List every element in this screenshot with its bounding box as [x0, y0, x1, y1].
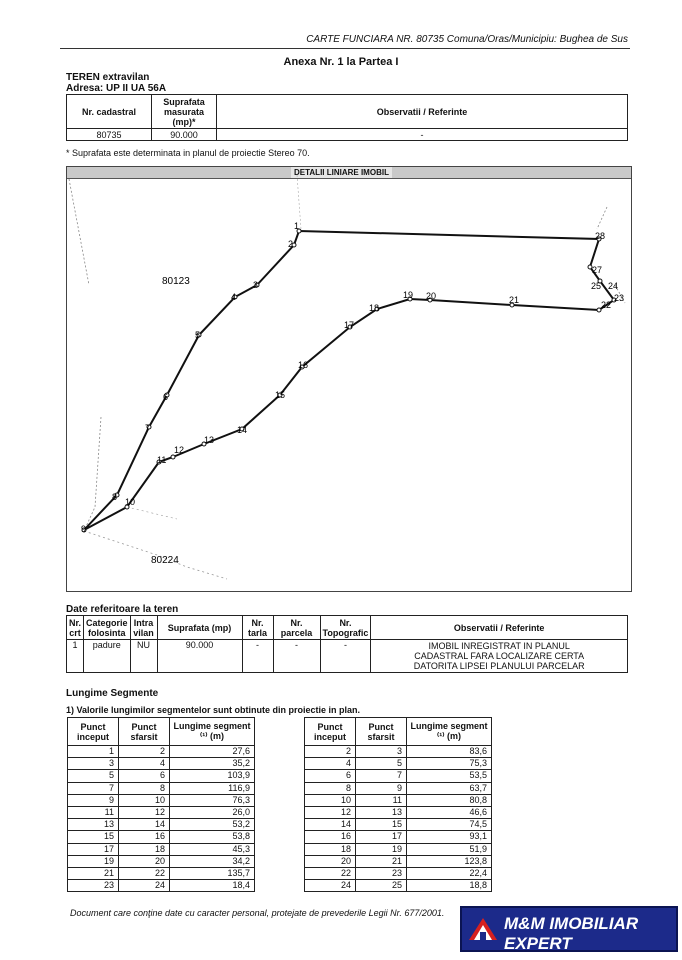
vertex-label: 13 — [204, 435, 215, 445]
vertex-label: 8 — [112, 492, 118, 502]
date-teren-table — [66, 615, 628, 673]
plot-map — [66, 166, 632, 592]
th-intravilan: Intra vilan — [130, 616, 157, 640]
cell-punct-sfarsit: 16 — [119, 831, 170, 843]
cell-punct-sfarsit: 22 — [119, 867, 170, 879]
segment-table-left — [67, 717, 255, 892]
company-logo — [460, 906, 678, 952]
table-row — [305, 794, 492, 806]
table-row — [305, 746, 492, 758]
table-row — [305, 819, 492, 831]
cell-tarla: - — [242, 640, 273, 673]
cell-lungime-segment: 83,6 — [407, 746, 492, 758]
table-row — [68, 770, 255, 782]
cell-punct-inceput: 14 — [305, 819, 356, 831]
cell-punct-sfarsit: 14 — [119, 819, 170, 831]
cell-observatii: - — [217, 129, 628, 141]
vertex-label: 15 — [275, 390, 286, 400]
cell-lungime-segment: 93,1 — [407, 831, 492, 843]
th-nr-cadastral: Nr. cadastral — [67, 95, 152, 129]
cell-categorie: padure — [84, 640, 131, 673]
cell-punct-inceput: 20 — [305, 855, 356, 867]
th-punct-inceput: Punct inceput — [68, 718, 119, 746]
cell-lungime-segment: 26,0 — [170, 806, 255, 818]
table-row — [68, 746, 255, 758]
cell-punct-sfarsit: 17 — [356, 831, 407, 843]
table-row — [68, 843, 255, 855]
cell-punct-inceput: 22 — [305, 867, 356, 879]
cell-punct-sfarsit: 4 — [119, 758, 170, 770]
cell-punct-inceput: 17 — [68, 843, 119, 855]
cell-lungime-segment: 75,3 — [407, 758, 492, 770]
cell-punct-sfarsit: 10 — [119, 794, 170, 806]
segment-rows-right — [305, 746, 492, 892]
table-row — [68, 794, 255, 806]
table-row — [68, 880, 255, 892]
th-categorie: Categorie folosinta — [84, 616, 131, 640]
th-parcela: Nr. parcela — [273, 616, 320, 640]
vertex-label: 19 — [403, 290, 414, 300]
observatii-line: CADASTRAL FARA LOCALIZARE CERTA — [414, 651, 585, 661]
th-suprafata-mp: Suprafata (mp) — [157, 616, 242, 640]
page-title: Anexa Nr. 1 la Partea I — [283, 56, 399, 68]
map-title: DETALII LINIARE IMOBIL — [291, 167, 392, 178]
parcel-vertices — [82, 229, 619, 532]
cell-punct-sfarsit: 19 — [356, 843, 407, 855]
table-row — [305, 867, 492, 879]
table-row — [305, 831, 492, 843]
cell-punct-inceput: 8 — [305, 782, 356, 794]
cell-parcela: - — [273, 640, 320, 673]
th-punct-sfarsit: Punct sfarsit — [119, 718, 170, 746]
observatii-line: IMOBIL INREGISTRAT IN PLANUL — [428, 641, 570, 651]
cell-lungime-segment: 135,7 — [170, 867, 255, 879]
cell-punct-sfarsit: 20 — [119, 855, 170, 867]
cell-nr-crt: 1 — [67, 640, 84, 673]
cell-lungime-segment: 22,4 — [407, 867, 492, 879]
cell-lungime-segment: 51,9 — [407, 843, 492, 855]
th-suprafata: Suprafata masurata (mp)* — [152, 95, 217, 129]
th-punct-sfarsit: Punct sfarsit — [356, 718, 407, 746]
cell-punct-sfarsit: 3 — [356, 746, 407, 758]
vertex-label: 10 — [125, 497, 136, 507]
th-punct-inceput: Punct inceput — [305, 718, 356, 746]
cell-lungime-segment: 35,2 — [170, 758, 255, 770]
segment-rows-left — [68, 746, 255, 892]
vertex-label: 17 — [344, 320, 355, 330]
cell-punct-sfarsit: 18 — [119, 843, 170, 855]
cell-punct-sfarsit: 12 — [119, 806, 170, 818]
teren-table — [66, 94, 628, 141]
cell-punct-sfarsit: 5 — [356, 758, 407, 770]
th-observatii-teren: Observatii / Referinte — [371, 616, 628, 640]
table-row — [68, 831, 255, 843]
vertex-label: 4 — [231, 292, 237, 302]
cell-punct-sfarsit: 7 — [356, 770, 407, 782]
cell-punct-inceput: 7 — [68, 782, 119, 794]
cell-punct-inceput: 15 — [68, 831, 119, 843]
neighbor-label-80224: 80224 — [151, 555, 179, 566]
cell-punct-inceput: 13 — [68, 819, 119, 831]
cell-punct-inceput: 12 — [305, 806, 356, 818]
table-row — [305, 806, 492, 818]
carte-funciara-header: CARTE FUNCIARA NR. 80735 Comuna/Oras/Municipiu: Bughea de Sus — [306, 34, 628, 45]
plot-outline-drawing — [67, 167, 631, 591]
vertex-label: 18 — [369, 303, 380, 313]
th-lungime-segment: Lungime segment ⁽¹⁾ (m) — [407, 718, 492, 746]
th-topografic: Nr. Topografic — [320, 616, 371, 640]
cell-punct-inceput: 10 — [305, 794, 356, 806]
vertex-label: 1 — [294, 221, 300, 231]
th-tarla: Nr. tarla — [242, 616, 273, 640]
table-row — [305, 843, 492, 855]
segment-table-right — [304, 717, 492, 892]
cell-punct-sfarsit: 6 — [119, 770, 170, 782]
cell-lungime-segment: 116,9 — [170, 782, 255, 794]
cell-lungime-segment: 74,5 — [407, 819, 492, 831]
cell-punct-sfarsit: 15 — [356, 819, 407, 831]
table-row — [305, 855, 492, 867]
cell-punct-sfarsit: 11 — [356, 794, 407, 806]
cell-lungime-segment: 76,3 — [170, 794, 255, 806]
table-row — [68, 819, 255, 831]
cell-punct-inceput: 2 — [305, 746, 356, 758]
cell-suprafata-mp: 90.000 — [157, 640, 242, 673]
vertex-label: 28 — [595, 231, 606, 241]
cell-intravilan: NU — [130, 640, 157, 673]
vertex-label: 21 — [509, 295, 520, 305]
cell-punct-inceput: 5 — [68, 770, 119, 782]
vertex-label: 25 — [591, 281, 602, 291]
cell-punct-sfarsit: 13 — [356, 806, 407, 818]
cell-punct-inceput: 24 — [305, 880, 356, 892]
observatii-line: DATORITA LIPSEI PLANULUI PARCELAR — [413, 661, 585, 671]
cell-lungime-segment: 80,8 — [407, 794, 492, 806]
header-rule — [60, 48, 630, 49]
cell-lungime-segment: 123,8 — [407, 855, 492, 867]
table-row — [305, 770, 492, 782]
cell-lungime-segment: 63,7 — [407, 782, 492, 794]
cell-lungime-segment: 53,5 — [407, 770, 492, 782]
cell-punct-sfarsit: 23 — [356, 867, 407, 879]
cell-punct-sfarsit: 8 — [119, 782, 170, 794]
cell-punct-inceput: 21 — [68, 867, 119, 879]
cell-punct-inceput: 6 — [305, 770, 356, 782]
cell-topografic: - — [320, 640, 371, 673]
cell-punct-sfarsit: 21 — [356, 855, 407, 867]
table-row — [305, 758, 492, 770]
logo-text: M&M IMOBILIAR EXPERT — [504, 914, 639, 953]
table-row — [305, 880, 492, 892]
vertex-labels — [81, 221, 624, 534]
cell-punct-sfarsit: 9 — [356, 782, 407, 794]
cell-punct-inceput: 16 — [305, 831, 356, 843]
table-row — [68, 867, 255, 879]
vertex-label: 3 — [253, 280, 259, 290]
cell-punct-sfarsit: 24 — [119, 880, 170, 892]
cell-punct-inceput: 9 — [68, 794, 119, 806]
teren-label: TEREN extravilan — [66, 72, 150, 83]
vertex-label: 20 — [426, 291, 437, 301]
cell-punct-inceput: 18 — [305, 843, 356, 855]
cell-punct-inceput: 23 — [68, 880, 119, 892]
cell-lungime-segment: 34,2 — [170, 855, 255, 867]
th-nr-crt: Nr. crt — [67, 616, 84, 640]
cell-lungime-segment: 18,8 — [407, 880, 492, 892]
cell-lungime-segment: 18,4 — [170, 880, 255, 892]
cell-lungime-segment: 103,9 — [170, 770, 255, 782]
cell-suprafata: 90.000 — [152, 129, 217, 141]
table-row — [68, 855, 255, 867]
vertex-label: 24 — [608, 281, 619, 291]
table-row — [68, 806, 255, 818]
vertex-label: 27 — [592, 265, 603, 275]
cell-lungime-segment: 27,6 — [170, 746, 255, 758]
table-row — [68, 758, 255, 770]
cell-punct-sfarsit: 25 — [356, 880, 407, 892]
vertex-label: 6 — [163, 392, 169, 402]
cell-observatii-teren — [371, 640, 628, 673]
vertex-label: 2 — [288, 239, 294, 249]
vertex-label: 22 — [601, 300, 612, 310]
adresa-label: Adresa: UP II UA 56A — [66, 83, 167, 94]
neighbor-label-80123: 80123 — [162, 276, 190, 287]
cell-punct-inceput: 4 — [305, 758, 356, 770]
vertex-label: 12 — [174, 445, 185, 455]
lungime-note: 1) Valorile lungimilor segmentelor sunt obtinute din proiectie in plan. — [66, 705, 361, 715]
cell-punct-inceput: 19 — [68, 855, 119, 867]
cell-punct-sfarsit: 2 — [119, 746, 170, 758]
th-observatii: Observatii / Referinte — [217, 95, 628, 129]
vertex-label: 11 — [157, 455, 167, 465]
table-row — [305, 782, 492, 794]
lungime-title: Lungime Segmente — [66, 688, 159, 699]
vertex-label: 7 — [145, 423, 151, 433]
vertex-label: 16 — [298, 360, 309, 370]
cell-lungime-segment: 53,2 — [170, 819, 255, 831]
cell-lungime-segment: 45,3 — [170, 843, 255, 855]
th-lungime-segment: Lungime segment ⁽¹⁾ (m) — [170, 718, 255, 746]
cell-nr-cadastral: 80735 — [67, 129, 152, 141]
suprafata-footnote: * Suprafata este determinata in planul de proiectie Stereo 70. — [66, 148, 310, 158]
vertex-label: 5 — [195, 330, 201, 340]
table-row — [68, 782, 255, 794]
cell-lungime-segment: 53,8 — [170, 831, 255, 843]
vertex-label: 9 — [81, 524, 87, 534]
footer-disclaimer: Document care conţine date cu caracter personal, protejate de prevederile Legii Nr. 677/2001. — [70, 908, 445, 918]
cell-punct-inceput: 3 — [68, 758, 119, 770]
cell-lungime-segment: 46,6 — [407, 806, 492, 818]
vertex-label: 23 — [614, 293, 625, 303]
cell-punct-inceput: 11 — [68, 806, 119, 818]
date-teren-title: Date referitoare la teren — [66, 604, 179, 615]
cell-punct-inceput: 1 — [68, 746, 119, 758]
house-logo-icon — [468, 916, 498, 942]
vertex-label: 14 — [237, 425, 248, 435]
